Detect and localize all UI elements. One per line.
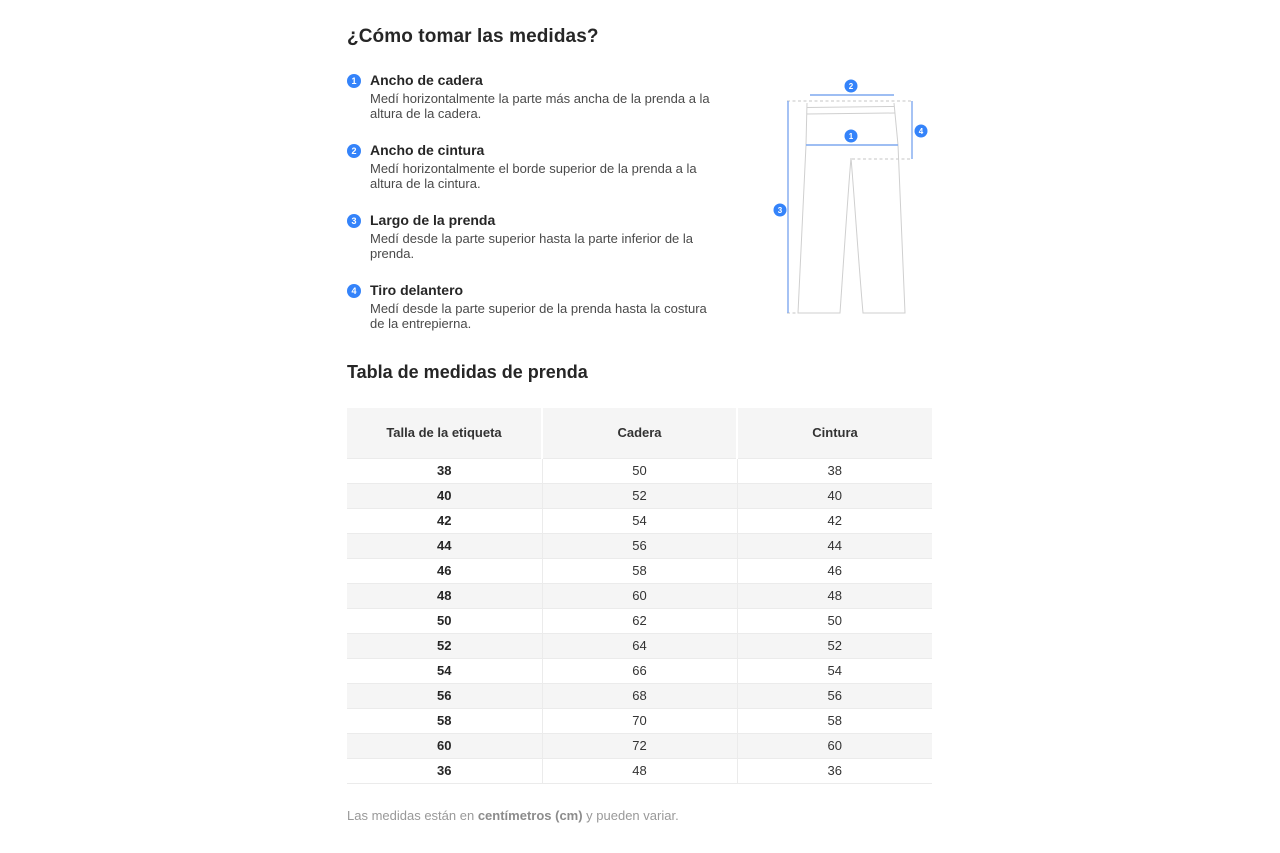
size-table-row xyxy=(347,708,932,733)
instruction-description: Medí horizontalmente el borde superior de la prenda a la altura de la cintura. xyxy=(370,161,697,191)
step-number-badge: 4 xyxy=(347,284,361,298)
size-table-cell: 58 xyxy=(347,708,542,733)
instruction-item xyxy=(347,212,712,261)
waistband-top-line xyxy=(807,107,894,108)
step-number-badge: 3 xyxy=(347,214,361,228)
marker-4-label: 4 xyxy=(918,126,924,136)
size-table-cell: 44 xyxy=(347,533,542,558)
page-title: ¿Cómo tomar las medidas? xyxy=(347,26,599,47)
instruction-text xyxy=(370,142,712,191)
size-table-row xyxy=(347,508,932,533)
size-table-container xyxy=(347,408,932,784)
size-table-row xyxy=(347,583,932,608)
size-table-cell: 46 xyxy=(347,558,542,583)
marker-4 xyxy=(915,125,928,138)
instruction-item xyxy=(347,142,712,191)
measurement-unit-note xyxy=(347,808,679,824)
marker-3-label: 3 xyxy=(777,205,783,215)
size-table-row xyxy=(347,558,932,583)
instruction-description: Medí desde la parte superior hasta la parte inferior de la prenda. xyxy=(370,231,694,261)
size-table-row xyxy=(347,608,932,633)
size-table-cell: 42 xyxy=(737,508,932,533)
instruction-text xyxy=(370,282,712,331)
size-table-cell: 60 xyxy=(347,733,542,758)
size-table-cell: 64 xyxy=(542,633,737,658)
size-table-cell: 58 xyxy=(737,708,932,733)
instruction-title: Tiro delantero xyxy=(370,282,464,298)
size-table-row xyxy=(347,458,932,483)
size-table-cell: 70 xyxy=(542,708,737,733)
size-table-cell: 50 xyxy=(347,608,542,633)
size-table-cell: 36 xyxy=(737,758,932,783)
size-table-row xyxy=(347,533,932,558)
size-table-cell: 48 xyxy=(347,583,542,608)
size-table-cell: 52 xyxy=(737,633,932,658)
size-table-cell: 44 xyxy=(737,533,932,558)
pants-measurement-diagram xyxy=(760,70,940,320)
column-header-hip: Cadera xyxy=(542,408,737,458)
size-table-cell: 40 xyxy=(347,483,542,508)
waistband-bottom-line xyxy=(807,113,895,114)
step-number-badge: 1 xyxy=(347,74,361,88)
size-table-cell: 60 xyxy=(542,583,737,608)
size-table-row xyxy=(347,683,932,708)
size-table-cell: 48 xyxy=(542,758,737,783)
size-table-row xyxy=(347,483,932,508)
instruction-description: Medí horizontalmente la parte más ancha de la prenda a la altura de la cadera. xyxy=(370,91,710,121)
step-number-badge: 2 xyxy=(347,144,361,158)
size-table-row xyxy=(347,758,932,783)
instruction-description: Medí desde la parte superior de la prenda hasta la costura de la entrepierna. xyxy=(370,301,707,331)
size-table-cell: 42 xyxy=(347,508,542,533)
size-table-cell: 36 xyxy=(347,758,542,783)
size-table-row xyxy=(347,733,932,758)
size-table-cell: 54 xyxy=(347,658,542,683)
size-table-cell: 52 xyxy=(347,633,542,658)
size-table-cell: 56 xyxy=(347,683,542,708)
size-table-cell: 62 xyxy=(542,608,737,633)
size-table-cell: 54 xyxy=(737,658,932,683)
size-table-cell: 50 xyxy=(737,608,932,633)
size-table-cell: 48 xyxy=(737,583,932,608)
size-table-cell: 40 xyxy=(737,483,932,508)
size-table-cell: 60 xyxy=(737,733,932,758)
measurement-instructions xyxy=(347,72,712,352)
size-table-cell: 56 xyxy=(542,533,737,558)
column-header-waist: Cintura xyxy=(737,408,932,458)
size-table-cell: 66 xyxy=(542,658,737,683)
size-table-cell: 68 xyxy=(542,683,737,708)
marker-1-label: 1 xyxy=(848,131,854,141)
size-guide-panel xyxy=(347,0,932,853)
marker-2-label: 2 xyxy=(848,81,854,91)
instruction-title: Ancho de cintura xyxy=(370,142,485,158)
column-header-label-size: Talla de la etiqueta xyxy=(347,408,542,458)
size-table-title: Tabla de medidas de prenda xyxy=(347,362,588,382)
marker-3 xyxy=(774,204,787,217)
marker-1 xyxy=(845,130,858,143)
instruction-title: Ancho de cadera xyxy=(370,72,483,88)
size-table-cell: 38 xyxy=(737,458,932,483)
marker-2 xyxy=(845,80,858,93)
size-table-cell: 58 xyxy=(542,558,737,583)
size-table-cell: 46 xyxy=(737,558,932,583)
size-table-cell: 54 xyxy=(542,508,737,533)
size-table-cell: 72 xyxy=(542,733,737,758)
note-prefix: Las medidas están en xyxy=(347,808,478,823)
size-table-cell: 52 xyxy=(542,483,737,508)
size-table-cell: 38 xyxy=(347,458,542,483)
instruction-item xyxy=(347,72,712,121)
instruction-title: Largo de la prenda xyxy=(370,212,496,228)
note-unit: centímetros (cm) xyxy=(477,808,583,823)
size-table-header-row xyxy=(347,408,932,458)
size-table-cell: 50 xyxy=(542,458,737,483)
size-table-row xyxy=(347,633,932,658)
size-table-cell: 56 xyxy=(737,683,932,708)
note-suffix: y pueden variar. xyxy=(582,808,679,823)
size-table-row xyxy=(347,658,932,683)
instruction-item xyxy=(347,282,712,331)
instruction-text xyxy=(370,72,712,121)
size-table xyxy=(347,408,932,784)
instruction-text xyxy=(370,212,712,261)
